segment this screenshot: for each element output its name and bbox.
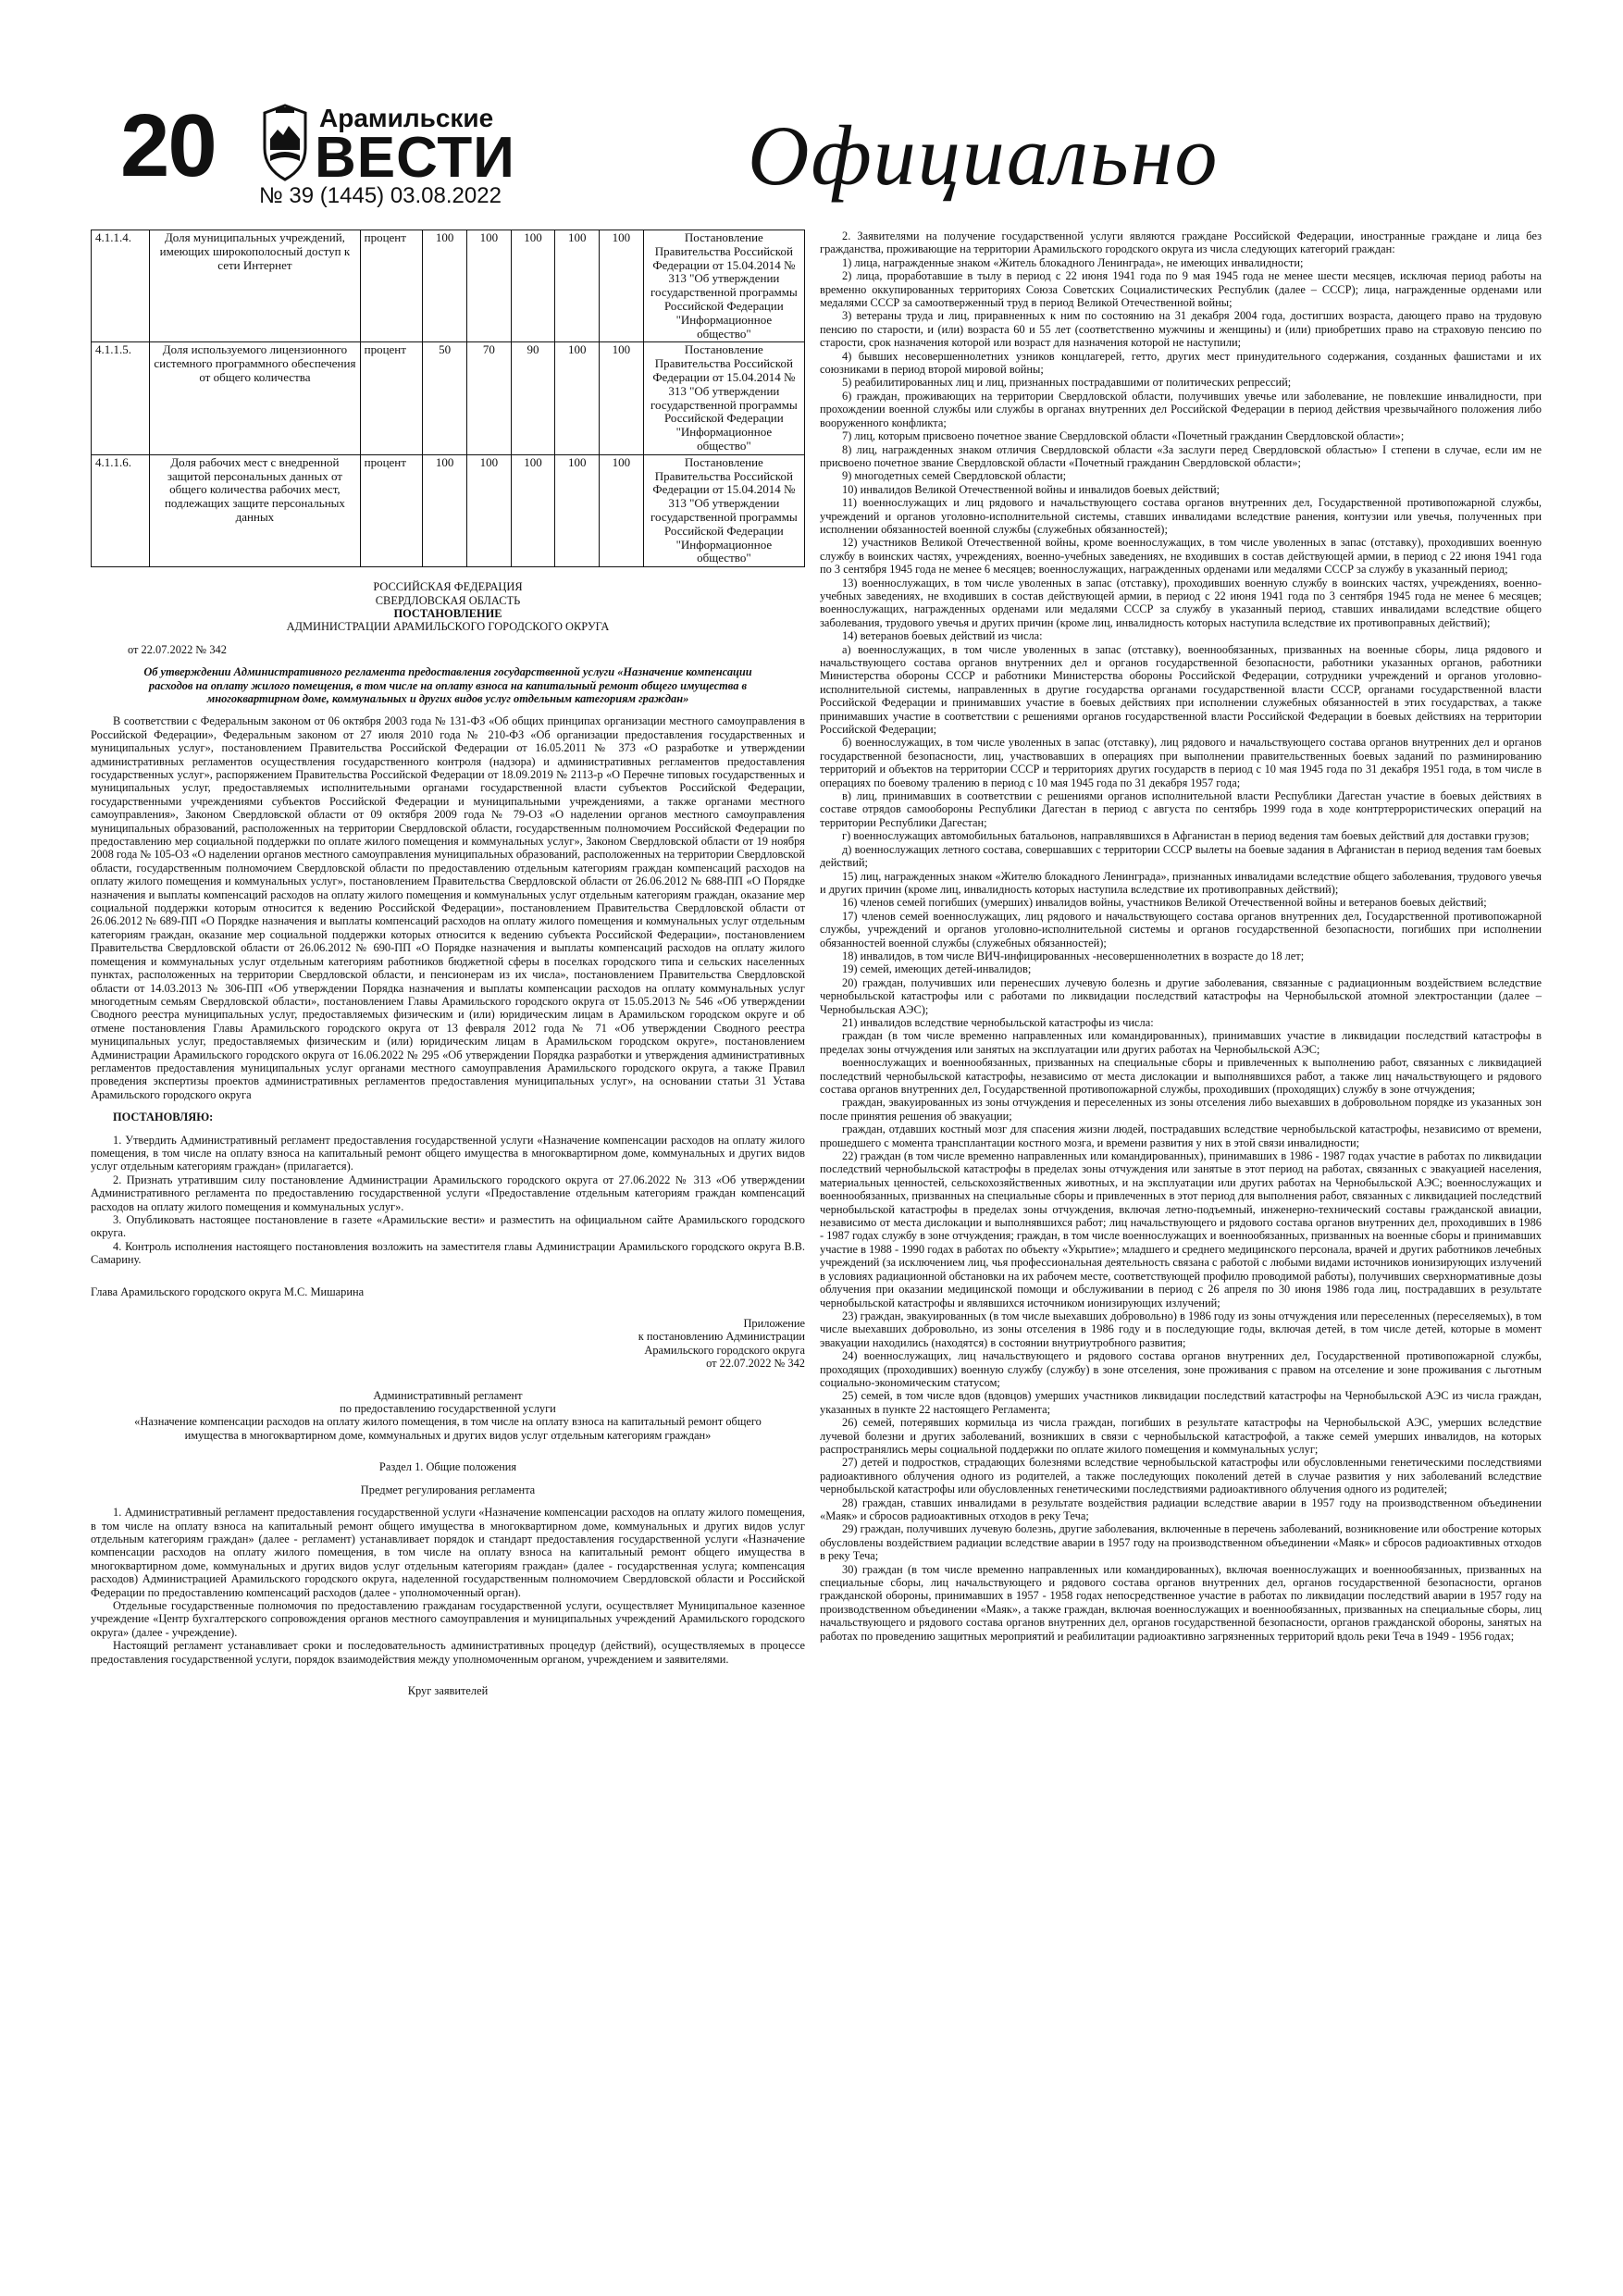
table-row [92, 230, 805, 342]
regulation-paragraph: 14) ветеранов боевых действий из числа: [842, 629, 1043, 643]
decree-date: от 22.07.2022 № 342 [128, 642, 227, 656]
regulation-paragraph: военнослужащих и военнообязанных, призванных на специальные сборы и привлеченных к выполнению работ, связанных с ликвидацией последствий чернобыльской катастрофы, независимо от места дислокации и выполнявшихся работ, а также лиц начальствующего и рядового состава органов внутренних дел, Государственной противопожарной службы, проходивших (проходящих) службу в зоне отчуждения; [820, 1056, 1542, 1096]
regulation-paragraph: 18) инвалидов, в том числе ВИЧ-инфицированных -несовершеннолетних в возрасте до 18 лет; [842, 949, 1305, 962]
indicators-table [91, 230, 805, 567]
regulation-paragraph: 1. Административный регламент предоставления государственной услуги «Назначение компенсации расходов на оплату жилого помещения, в том числе на оплату взноса на капитальный ремонт общего имущества в многоквартирном доме, коммунальных и других видов услуг отдельным категориям граждан» (далее - регламент) устанавливает порядок и стандарт предоставления государственной услуги «Назначение компенсации расходов на оплату жилого помещения, в том числе на оплату взноса на капитальный ремонт общего имущества в многоквартирном доме, коммунальных и других видов услуг отдельным категориям граждан» (далее - государственная услуга; компенсация расходов) Администрацией Арамильского городского округа, наделенной государственным полномочием Свердловской области и Российской Федерации по предоставлению компенсаций расходов (далее - уполномоченный орган). [91, 1506, 805, 1599]
table-cell: 100 [423, 454, 467, 566]
regulation-title-line: Административный регламент [373, 1388, 523, 1402]
section-title: Официально [748, 108, 1220, 203]
table-cell: 50 [423, 342, 467, 454]
page-number: 20 [120, 96, 216, 195]
regulation-title [91, 1389, 805, 1443]
regulation-paragraph: г) военнослужащих автомобильных батальонов, направлявшихся в Афганистан в период ведения там боевых действий для доставки грузов; [842, 829, 1530, 843]
decree-item: 4. Контроль исполнения настоящего постановления возложить на заместителя главы Администрации Арамильского городского округа В.В. Самарину. [91, 1239, 805, 1267]
regulation-paragraph: 16) членов семей погибших (умерших) инвалидов войны, участников Великой Отечественной войны и ветеранов боевых действий; [842, 896, 1487, 910]
regulation-paragraph: 17) членов семей военнослужащих, лиц рядового и начальствующего состава органов внутренних дел, Государственной противопожарной службы, учреждений и органов уголовно-исполнительной системы и органов государственной безопасности, погибших при исполнении обязанностей военной службы (служебных обязанностей); [820, 909, 1542, 949]
left-column [91, 230, 805, 1697]
regulation-paragraph: граждан (в том числе временно направленных или командированных), принимавших участие в ликвидации последствий катастрофы в пределах зоны отчуждения или занятых на эксплуатации или других работах на Чернобыльской АЭС; [820, 1029, 1542, 1056]
section-heading: Раздел 1. Общие положения [378, 1460, 517, 1474]
newspaper-logo: ВЕСТИ [315, 126, 515, 190]
decree-item: 3. Опубликовать настоящее постановление в газете «Арамильские вести» и разместить на официальном сайте Арамильского городского округа. [91, 1213, 805, 1240]
regulation-paragraph: 28) граждан, ставших инвалидами в результате воздействия радиации вследствие аварии в 1957 году на производственном объединении «Маяк» и сбросов радиоактивных отходов в реку Теча; [820, 1496, 1542, 1522]
regulation-paragraph: а) военнослужащих, в том числе уволенных в запас (отставку), военнообязанных, призванных на военные сборы, лица рядового и начальствующего состава органов внутренних дел и органов государственной безопасности, работники указанных органов, работники Министерства обороны СССР и работники Министерства обороны Российской Федерации, сотрудники учреждений и органов уголовно-исполнительной системы, направленных в другие государства органами государственной власти СССР, органами государственной власти Российской Федерации и принимавших участие в боевых действиях при исполнении служебных обязанностей в этих государствах, а также принимавших участие в соответствии с решениями органов государственной власти Российской Федерации в боевых действиях на территории Российской Федерации; [820, 642, 1542, 737]
table-cell: 100 [466, 230, 511, 342]
appendix-line: Приложение [743, 1317, 805, 1331]
regulation-paragraph: б) военнослужащих, в том числе уволенных в запас (отставку), лиц рядового и начальствующего состава органов внутренних дел и органов государственной безопасности, лиц, участвовавших в операциях при выполнении правительственных боевых заданий по разминированию территорий и объектов на территории СССР и территориях других государств в период с 10 мая 1945 года по 31 декабря 1951 года, в том числе в операциях по боевому тралению в период с 10 мая 1945 года по 31 декабря 1957 года; [820, 736, 1542, 789]
regulation-paragraph: Отдельные государственные полномочия по предоставлению гражданам государственной услуги, осуществляет Муниципальное казенное учреждение «Центр бухгалтерского сопровождения органов местного самоуправления и муниципальных учреждений Арамильского городского округа» (далее - учреждение). [91, 1598, 805, 1639]
table-cell: процент [360, 454, 423, 566]
table-cell: 100 [423, 230, 467, 342]
regulation-paragraph: 21) инвалидов вследствие чернобыльской катастрофы из числа: [842, 1015, 1154, 1029]
table-cell: 100 [555, 342, 600, 454]
table-cell: процент [360, 342, 423, 454]
table-cell: 90 [511, 342, 555, 454]
table-cell: 100 [555, 454, 600, 566]
table-cell: Доля используемого лицензионного системного программного обеспечения от общего количества [150, 342, 360, 454]
regulation-paragraph: 25) семей, в том числе вдов (вдовцов) умерших участников ликвидации последствий катастрофы на Чернобыльской АЭС из числа граждан, указанных в пункте 22 настоящего Регламента; [820, 1389, 1542, 1416]
regulation-paragraph: 5) реабилитированных лиц и лиц, признанных пострадавшими от политических репрессий; [842, 376, 1292, 390]
table-cell: 100 [600, 342, 644, 454]
regulation-title-line: по предоставлению государственной услуги [340, 1402, 556, 1416]
regulation-paragraph: 27) детей и подростков, страдающих болезнями вследствие чернобыльской катастрофы или обусловленными генетическими последствиями радиоактивного облучения одного из родителей, а также последующих поколений детей в случае развития у них заболеваний вследствие чернобыльской катастрофы или обусловленных генетическими последствиями радиоактивного облучения одного из родителей; [820, 1456, 1542, 1496]
regulation-paragraph: 11) военнослужащих и лиц рядового и начальствующего состава органов внутренних дел, Государственной противопожарной службы, учреждений и органов уголовно-исполнительной системы, ставших инвалидами вследствие ранения, контузии или увечья, полученных при исполнении обязанностей военной службы (служебных обязанностей); [820, 496, 1542, 536]
table-cell: 100 [600, 230, 644, 342]
right-column [820, 230, 1542, 1643]
decree-resolve: ПОСТАНОВЛЯЮ: [113, 1111, 214, 1124]
regulation-paragraph: 19) семей, имеющих детей-инвалидов; [842, 962, 1032, 976]
table-cell: 4.1.1.4. [92, 230, 150, 342]
regulation-paragraph: 4) бывших несовершеннолетних узников концлагерей, гетто, других мест принудительного содержания, созданных фашистами и их союзниками в период второй мировой войны; [820, 349, 1542, 377]
newspaper-logo-top: Арамильские [319, 104, 494, 132]
appendix-line: от 22.07.2022 № 342 [706, 1357, 805, 1371]
table-cell: Постановление Правительства Российской Федерации от 15.04.2014 № 313 "Об утверждении государственной программы Российской Федерации "Информационное общество" [643, 454, 804, 566]
heading-line: АДМИНИСТРАЦИИ АРАМИЛЬСКОГО ГОРОДСКОГО ОКРУГА [286, 620, 610, 634]
table-cell: 100 [555, 230, 600, 342]
decree-signature: Глава Арамильского городского округа М.С. Мишарина [91, 1285, 365, 1298]
regulation-paragraph: граждан, эвакуированных из зоны отчуждения и переселенных из зоны отселения либо выехавших в добровольном порядке из указанных зон после принятия решения об эвакуации; [820, 1096, 1542, 1123]
heading-line: РОССИЙСКАЯ ФЕДЕРАЦИЯ [373, 580, 523, 594]
coat-of-arms-icon [257, 102, 313, 185]
regulation-paragraph: в) лиц, принимавших в соответствии с решениями органов исполнительной власти Республики Дагестан участие в боевых действиях в составе отрядов самообороны Республики Дагестан в период с августа по сентябрь 1999 года в ходе контртеррористических операций на территории Республики Дагестан; [820, 789, 1542, 829]
regulation-paragraph: 13) военнослужащих, в том числе уволенных в запас (отставку), проходивших военную службу в воинских частях, учреждениях, военно-учебных заведениях, не входивших в состав действующей армии, в период с 22 июня 1941 года по 3 сентября 1945 года не менее 6 месяцев; военнослужащих, награжденных орденами или медалями СССР за службу в указанный период, ставших инвалидами вследствие общего заболевания, трудового увечья и других причин (кроме лиц, инвалидность которых наступила вследствие их противоправных действий); [820, 576, 1542, 629]
decree-item: 2. Признать утратившим силу постановление Администрации Арамильского городского округа от 27.06.2022 № 313 «Об утверждении Административного регламента по предоставлению государственной услуги «Предоставление отдельным категориям граждан компенсаций расходов на оплату жилого помещения и коммунальных услуг». [91, 1173, 805, 1213]
regulation-paragraph: 29) граждан, получивших лучевую болезнь, другие заболевания, включенные в перечень заболеваний, возникновение или обострение которых обусловлены воздействием радиации вследствие аварии в 1957 году на производственном объединении «Маяк» и сбросов радиоактивных отходов в реку Теча; [820, 1522, 1542, 1563]
regulation-paragraph: граждан, отдавших костный мозг для спасения жизни людей, пострадавших вследствие чернобыльской катастрофы, независимо от времени, прошедшего с момента трансплантации костного мозга, и времени развития у них в этой связи инвалидности; [820, 1123, 1542, 1149]
regulation-paragraph: 9) многодетных семей Свердловской области; [842, 469, 1067, 483]
table-row [92, 454, 805, 566]
appendix-header [91, 1317, 805, 1371]
regulation-title-line: «Назначение компенсации расходов на оплату жилого помещения, в том числе на оплату взноса на капитальный ремонт общего имущества в многоквартирном доме, коммунальных и других видов услуг отдельным категориям граждан» [134, 1415, 762, 1442]
regulation-paragraph: 1) лица, награжденные знаком «Житель блокадного Ленинграда», не имеющих инвалидности; [842, 255, 1304, 269]
subsection-heading: Предмет регулирования регламента [360, 1483, 536, 1496]
decree-heading [91, 580, 805, 634]
table-cell: процент [360, 230, 423, 342]
regulation-paragraph: 30) граждан (в том числе временно направленных или командированных), включая военнослужащих и военнообязанных, призванных на специальные сборы, лиц начальствующего и рядового состава органов внутренних дел, органов государственной безопасности, органов гражданской обороны, принимавших в 1957 - 1958 годах непосредственное участие в работах по ликвидации последствий аварии в 1957 году на производственном объединении «Маяк», а также граждан, включая военнослужащих и военнообязанных, призванных на специальные сборы, лиц начальствующего и рядового состава органов внутренних дел, органов государственной безопасности, органов гражданской обороны, занятых на работах по проведению защитных мероприятий и реабилитации радиоактивно загрязненных территорий вдоль реки Теча в 1949 - 1956 годах; [820, 1562, 1542, 1643]
table-cell: Постановление Правительства Российской Федерации от 15.04.2014 № 313 "Об утверждении государственной программы Российской Федерации "Информационное общество" [643, 342, 804, 454]
appendix-line: к постановлению Администрации [638, 1330, 805, 1344]
decree-item: 1. Утвердить Административный регламент предоставления государственной услуги «Назначение компенсации расходов на оплату жилого помещения, в том числе на оплату взноса на капитальный ремонт общего имущества в многоквартирном доме, коммунальных и других видов услуг отдельным категориям граждан» (прилагается). [91, 1133, 805, 1173]
regulation-paragraph: 26) семей, потерявших кормильца из числа граждан, погибших в результате катастрофы на Чернобыльской АЭС, умерших вследствие лучевой болезни и других заболеваний, возникших в связи с чернобыльской катастрофой, а также семей умерших инвалидов, на которых распространялись меры социальной поддержки по оплате жилого помещения и коммунальных услуг; [820, 1416, 1542, 1456]
regulation-paragraph: 3) ветераны труда и лиц, приравненных к ним по состоянию на 31 декабря 2004 года, достигших возраста, дающего право на трудовую пенсию по старости, и (или) возраста 60 и 55 лет (соответственно мужчины и женщины) и (или) приобретших право на страховую пенсию по старости, срок назначения которой или возраст для назначения которой не наступили; [820, 309, 1542, 350]
regulation-paragraph: 2) лица, проработавшие в тылу в период с 22 июня 1941 года по 9 мая 1945 года не менее шести месяцев, исключая период работы на временно оккупированных территориях Союза Советских Социалистических Республик (далее – СССР); лица, награжденные орденами или медалями СССР за самоотверженный труд в период Великой Отечественной войны; [820, 269, 1542, 310]
table-row [92, 342, 805, 454]
heading-line: ПОСТАНОВЛЕНИЕ [393, 606, 502, 620]
issue-number: № 39 (1445) 03.08.2022 [259, 183, 502, 208]
regulation-paragraph: 6) граждан, проживающих на территории Свердловской области, получивших увечье или заболевание, не повлекшие инвалидности, при прохождении военной службы или службы в органах внутренних дел Российской Федерации в период действия чрезвычайного положения либо вооруженного конфликта; [820, 389, 1542, 429]
regulation-paragraph: 8) лиц, награжденных знаком отличия Свердловской области «За заслуги перед Свердловской областью» I степени в случае, если им не присвоено почетное звание Свердловской области «Почетный гражданин Свердловской области»; [820, 442, 1542, 469]
regulation-paragraph: 12) участников Великой Отечественной войны, кроме военнослужащих, в том числе уволенных в запас (отставку), проходивших военную службу в воинских частях, учреждениях, военно-учебных заведениях, не входивших в состав действующей армии, в период с 22 июня 1941 года по 3 сентября 1945 года не менее 6 месяцев; военнослужащих, награжденных орденами или медалями СССР за службу в указанный период; [820, 536, 1542, 577]
regulation-paragraph: д) военнослужащих летного состава, совершавших с территории СССР вылеты на боевые задания в Афганистан в период ведения там боевых действий; [820, 842, 1542, 870]
regulation-paragraph: 7) лиц, которым присвоено почетное звание Свердловской области «Почетный гражданин Свердловской области»; [842, 429, 1405, 443]
table-cell: 100 [511, 454, 555, 566]
table-cell: Постановление Правительства Российской Федерации от 15.04.2014 № 313 "Об утверждении государственной программы Российской Федерации "Информационное общество" [643, 230, 804, 342]
decree-title: Об утверждении Административного регламента предоставления государственной услуги «Назначение компенсации расходов на оплату жилого помещения, в том числе на оплату взноса на капитальный ремонт общего имущества в многоквартирном доме, коммунальных и других видов услуг отдельным категориям граждан» [143, 665, 752, 705]
regulation-paragraph: 23) граждан, эвакуированных (в том числе выехавших добровольно) в 1986 году из зоны отчуждения или переселенных (переселяемых), в том числе выехавших добровольно, из зоны отселения в 1986 году и в последующие годы, включая детей, в том числе детей, которые в момент эвакуации находились (находятся) в состоянии внутриутробного развития; [820, 1309, 1542, 1349]
table-cell: 4.1.1.5. [92, 342, 150, 454]
table-cell: Доля муниципальных учреждений, имеющих широкополосный доступ к сети Интернет [150, 230, 360, 342]
table-cell: 70 [466, 342, 511, 454]
table-cell: 100 [511, 230, 555, 342]
regulation-paragraph: 10) инвалидов Великой Отечественной войны и инвалидов боевых действий; [842, 482, 1220, 496]
appendix-line: Арамильского городского округа [644, 1343, 805, 1357]
table-cell: 4.1.1.6. [92, 454, 150, 566]
table-cell: 100 [466, 454, 511, 566]
decree-preamble: В соответствии с Федеральным законом от 06 октября 2003 года № 131-ФЗ «Об общих принципах организации местного самоуправления в Российской Федерации», Федеральным законом от 27 июля 2010 года № 210-ФЗ «Об организации предоставления государственных и муниципальных услуг», постановлением Правительства Российской Федерации от 16.05.2011 № 373 «О разработке и утверждении административных регламентов осуществления государственного контроля (надзора) и административных регламентов предоставления государственных услуг», распоряжением Правительства Российской Федерации от 18.09.2019 № 2113-р «О Перечне типовых государственных и муниципальных услуг, предоставляемых исполнительными органами государственной власти субъектов Российской Федерации, государственными учреждениями субъектов Российской Федерации и муниципальными учреждениями, а также органами местного самоуправления», Законом Свердловской области от 09 октября 2009 года № 79-ОЗ «О наделении органов местного самоуправления муниципальных образований, расположенных на территории Свердловской области, государственным полномочием Российской Федерации по предоставлению мер социальной поддержки по оплате жилого помещения и коммунальных услуг», Законом Свердловской области от 19 ноября 2008 года № 105-ОЗ «О наделении органов местного самоуправления муниципальных образований, расположенных на территории Свердловской области, государственным полномочием Свердловской области по предоставлению отдельным категориям граждан компенсаций расходов на оплату жилого помещения и коммунальных услуг», постановлением Правительства Свердловской области от 26.06.2012 № 688-ПП «О Порядке назначения и выплаты компенсаций расходов на оплату жилого помещения и коммунальных услуг отдельным категориям граждан, оказание мер социальной поддержки которым относится к ведению Российской Федерации», постановлением Правительства Свердловской области от 26.06.2012 № 689-ПП «О Порядке назначения и выплаты компенсаций расходов на оплату жилого помещения и коммунальных услуг отдельным категориям граждан, оказание мер социальной поддержки которых относится к ведению субъекта Российской Федерации», постановлением Правительства Свердловской области от 26.06.2012 № 690-ПП «О Порядке назначения и выплаты компенсаций расходов на оплату жилого помещения и коммунальных услуг отдельным категориям работников бюджетной сферы в поселках городского типа и сельских населенных пунктах, расположенных на территории Свердловской области, и пенсионерам из их числа», постановлением Правительства Свердловской области от 14.03.2013 № 306-ПП «Об утверждении Порядка назначения и выплаты компенсации расходов на оплату коммунальных услуг многодетным семьям Свердловской области», постановлением Главы Арамильского городского округа от 15.05.2013 № 546 «Об утверждении Сводного реестра муниципальных услуг, предоставляемых физическим и (или) юридическим лицам в Арамильском городском округе и об отмене постановления Главы Арамильского городского округа от 13 февраля 2012 года № 71 «Об утверждении Сводного реестра муниципальных услуг, предоставляемых физическим и (или) юридическим лицам в Арамильском городском округе», постановлением Администрации Арамильского городского округа от 16.06.2022 № 295 «Об утверждении Порядка разработки и утверждения административных регламентов предоставления муниципальных услуг органами местного самоуправления Арамильского городского округа, а также Правил проведения экспертизы проектов административных регламентов предоставления муниципальных услуг», на основании статьи 31 Устава Арамильского городского округа [91, 714, 805, 1101]
table-cell: Доля рабочих мест с внедренной защитой персональных данных от общего количества рабочих мест, подлежащих защите персональных данных [150, 454, 360, 566]
heading-line: СВЕРДЛОВСКАЯ ОБЛАСТЬ [375, 593, 521, 607]
regulation-paragraph: Настоящий регламент устанавливает сроки и последовательность административных процедур (действий), осуществляемых в процессе предоставления государственной услуги, порядок взаимодействия между уполномоченным органом, учреждением и заявителями. [91, 1639, 805, 1666]
regulation-paragraph: 15) лиц, награжденных знаком «Жителю блокадного Ленинграда», признанных инвалидами вследствие общего заболевания, трудового увечья и других причин (кроме лиц, инвалидность которых наступила вследствие их противоправных действий); [820, 869, 1542, 896]
regulation-paragraph: 24) военнослужащих, лиц начальствующего и рядового состава органов внутренних дел, Государственной противопожарной службы, проходящих (проходивших) военную службу (службу) в зоне отселения, зоне проживания с правом на отселение и зоне проживания с льготным социально-экономическим статусом; [820, 1349, 1542, 1389]
regulation-paragraph: 22) граждан (в том числе временно направленных или командированных), принимавших в 1986 - 1987 годах участие в работах по ликвидации последствий чернобыльской катастрофы в пределах зоны отчуждения или занятые в этот период на работах, связанных с эвакуацией населения, материальных ценностей, сельскохозяйственных животных, и на эксплуатации или других работах на Чернобыльской АЭС; военнослужащих и военнообязанных, призванных на специальные сборы и привлеченных в этот период для выполнения работ, связанных с ликвидацией последствий чернобыльской катастрофы в пределах зоны отчуждения, включая летно-подъемный, инженерно-технический составы гражданской авиации, независимо от места дислокации и выполнявшихся работ; лиц начальствующего и рядового состава органов внутренних дел, проходивших в 1986 - 1987 годах службу в зоне отчуждения; граждан, в том числе военнослужащих и военнообязанных, призванных на военные сборы и принимавших участие в 1988 - 1990 годах в работах по объекту «Укрытие»; младшего и среднего медицинского персонала, врачей и других работников лечебных учреждений (за исключением лиц, чья профессиональная деятельность связана с работой с любыми видами источников ионизирующих излучений в условиях радиационной обстановки на их рабочем месте, соответствующей профилю проводимой работы), получивших сверхнормативные дозы облучения при оказании медицинской помощи и обслуживании в период с 26 апреля по 30 июня 1986 года лиц, пострадавших в результате чернобыльской катастрофы и являвшихся источником ионизирующих излучений; [820, 1149, 1542, 1309]
subsection-heading: Круг заявителей [407, 1683, 489, 1697]
regulation-paragraph: 2. Заявителями на получение государственной услуги являются граждане Российской Федерации, иностранные граждане и лица без гражданства, проживающие на территории Арамильского городского округа из числа следующих категорий граждан: [820, 230, 1542, 256]
regulation-paragraph: 20) граждан, получивших или перенесших лучевую болезнь и другие заболевания, связанные с радиационным воздействием вследствие чернобыльской катастрофы или с работами по ликвидации последствий катастрофы на Чернобыльской атомной электростанции (далее – Чернобыльская АЭС); [820, 975, 1542, 1016]
table-cell: 100 [600, 454, 644, 566]
